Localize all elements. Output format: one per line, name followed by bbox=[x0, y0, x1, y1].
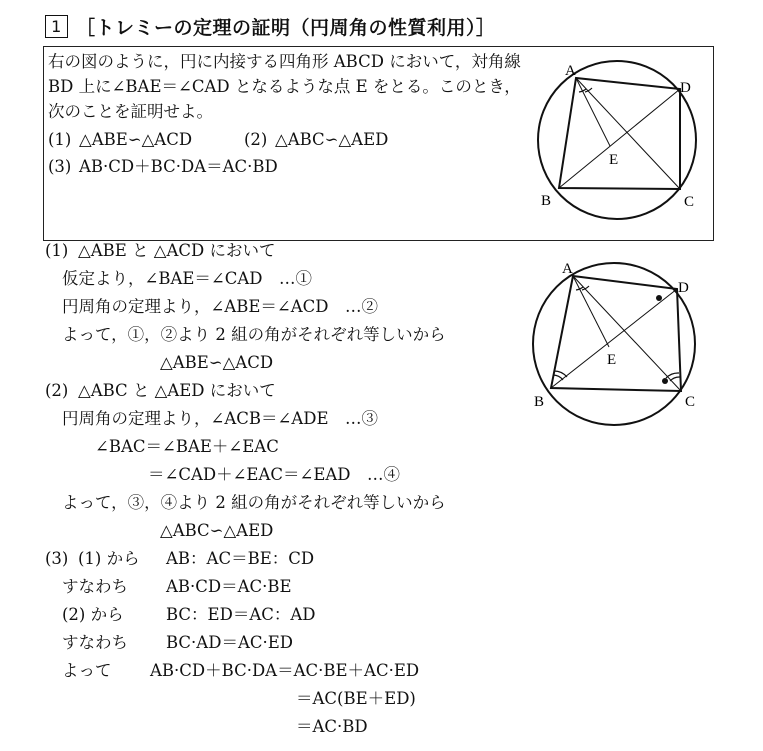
quadrilateral-abcd bbox=[559, 78, 680, 189]
label-e: E bbox=[609, 152, 619, 168]
proof-2-intro: △ABC と △AED において bbox=[78, 381, 276, 400]
diagonal-ac bbox=[576, 78, 680, 189]
proof-3-row-3-label: (2) から bbox=[62, 605, 124, 624]
diagonal-ac bbox=[573, 276, 681, 391]
problem-line-2: BD 上に∠BAE＝∠CAD となるような点 E をとる。このとき， bbox=[48, 77, 521, 96]
problem-line-3: 次のことを証明せよ。 bbox=[48, 102, 213, 121]
proof-1-number: (1) bbox=[45, 241, 69, 260]
question-2-text: △ABC∽△AED bbox=[275, 130, 389, 149]
proof-3-row-1-label: (1) から bbox=[78, 549, 140, 568]
angle-acb-dot bbox=[662, 378, 668, 384]
proof-3-row-1-expr: AB：AC＝BE：CD bbox=[166, 549, 315, 568]
label-e: E bbox=[607, 352, 617, 368]
problem-figure bbox=[525, 55, 715, 235]
angle-ade-dot bbox=[656, 295, 662, 301]
label-a: A bbox=[562, 261, 573, 277]
proof-1-line-1: 仮定より，∠BAE＝∠CAD …① bbox=[62, 269, 313, 288]
proof-2-number: (2) bbox=[45, 381, 69, 400]
label-b: B bbox=[534, 394, 545, 410]
question-1-text: △ABE∽△ACD bbox=[79, 130, 193, 149]
proof-1-conclusion: △ABE∽△ACD bbox=[160, 353, 274, 372]
problem-title bbox=[45, 12, 496, 40]
problem-title-text: ［トレミーの定理の証明（円周角の性質利用）］ bbox=[76, 16, 496, 39]
label-a: A bbox=[565, 63, 576, 79]
quadrilateral-abcd bbox=[551, 276, 681, 391]
proof-3-number: (3) bbox=[45, 549, 69, 568]
proof-2-conclusion: △ABC∽△AED bbox=[160, 521, 274, 540]
segment-ae bbox=[576, 78, 610, 146]
proof-3-row-5-label: よって bbox=[62, 661, 112, 680]
proof-2-line-3: ＝∠CAD＋∠EAC＝∠EAD …④ bbox=[148, 465, 401, 484]
proof-3-row-2-label: すなわち bbox=[62, 577, 128, 596]
problem-line-1: 右の図のように，円に内接する四角形 ABCD において，対角線 bbox=[48, 52, 521, 71]
angle-acd-mark bbox=[670, 377, 680, 381]
question-3-text: AB·CD＋BC·DA＝AC·BD bbox=[79, 157, 278, 176]
proof-3-row-5-expr: AB·CD＋BC·DA＝AC·BE＋AC·ED bbox=[150, 661, 420, 680]
angle-abe-mark-outer bbox=[554, 371, 567, 377]
label-d: D bbox=[678, 280, 689, 296]
proof-3-row-2-expr: AB·CD＝AC·BE bbox=[166, 577, 292, 596]
proof-1-intro: △ABE と △ACD において bbox=[78, 241, 276, 260]
proof-3-row-3-expr: BC：ED＝AC：AD bbox=[166, 605, 316, 624]
proof-2-line-1: 円周角の定理より，∠ACB＝∠ADE …③ bbox=[62, 409, 379, 428]
proof-3-row-4-expr: BC·AD＝AC·ED bbox=[166, 633, 294, 652]
proof-3-row-4-label: すなわち bbox=[62, 633, 128, 652]
proof-3-continuation-2: ＝AC·BD bbox=[296, 717, 368, 736]
label-b: B bbox=[541, 193, 552, 209]
question-2-number: (2) bbox=[244, 130, 268, 149]
proof-2-line-2: ∠BAC＝∠BAE＋∠EAC bbox=[95, 437, 279, 456]
proof-1-line-2: 円周角の定理より，∠ABE＝∠ACD …② bbox=[62, 297, 379, 316]
segment-ae bbox=[573, 276, 609, 347]
label-d: D bbox=[680, 80, 691, 96]
proof-2-line-4: よって，③，④より 2 組の角がそれぞれ等しいから bbox=[62, 493, 446, 512]
diagonal-bd bbox=[559, 89, 680, 188]
label-c: C bbox=[685, 394, 696, 410]
problem-number-box: 1 bbox=[45, 15, 68, 38]
question-3-number: (3) bbox=[48, 157, 72, 176]
diagonal-bd bbox=[551, 289, 677, 388]
proof-3-continuation-1: ＝AC(BE＋ED) bbox=[296, 689, 416, 708]
proof-figure bbox=[525, 255, 715, 435]
proof-1-line-3: よって，①，②より 2 組の角がそれぞれ等しいから bbox=[62, 325, 446, 344]
question-1-number: (1) bbox=[48, 130, 72, 149]
label-c: C bbox=[684, 194, 695, 210]
